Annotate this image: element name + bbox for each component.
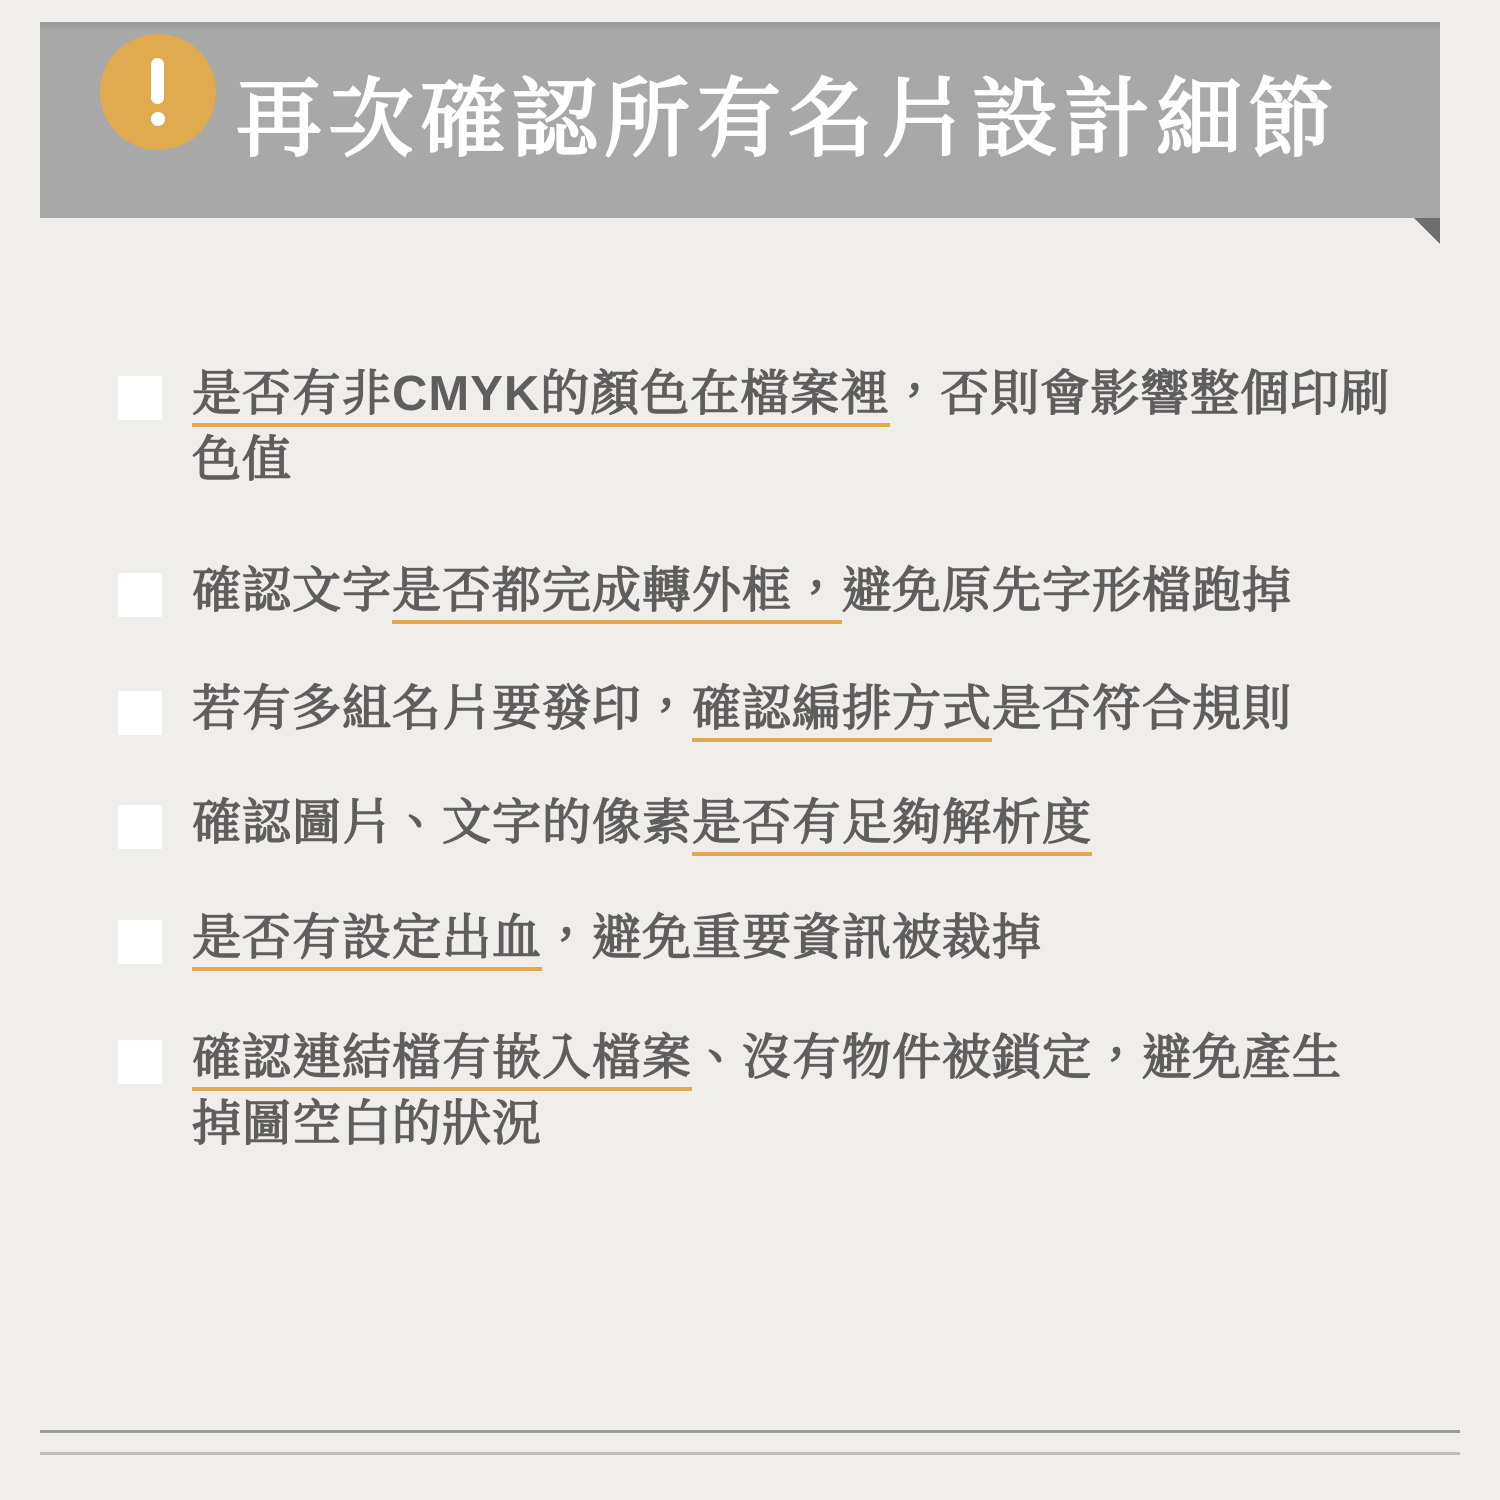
exclamation-dot [151,112,165,126]
checkbox-icon[interactable] [118,920,162,964]
plain-text: 確認圖片、文字的像素 [192,795,693,850]
checklist-item-label [192,559,1292,625]
highlighted-text: 是否有足夠解析度 [692,796,1092,856]
checkbox-icon[interactable] [118,805,162,849]
checkbox-icon[interactable] [118,1040,162,1084]
checklist-item[interactable] [118,677,1418,743]
checkbox-icon[interactable] [118,691,162,735]
plain-text: 確認文字 [192,564,393,619]
banner-top-shadow [40,22,1440,32]
plain-text: ，避免重要資訊被裁掉 [542,911,1043,966]
exclamation-bar [151,58,164,104]
checklist-item[interactable] [118,906,1418,972]
highlighted-text: 確認連結檔有嵌入檔案 [192,1031,692,1091]
highlighted-text: 確認編排方式 [692,682,992,742]
page-title: 再次確認所有名片設計細節 [236,71,1340,168]
highlighted-text: 是否有設定出血 [192,911,542,971]
header-banner [40,22,1440,218]
plain-text: ，否則會影響整個印刷色值 [192,367,1391,487]
checklist-item[interactable] [118,362,1418,493]
checklist-item[interactable] [118,791,1418,857]
footer-divider-bottom [40,1452,1460,1455]
checkbox-icon[interactable] [118,376,162,420]
checklist-item-label [192,906,1042,972]
checkbox-icon[interactable] [118,573,162,617]
plain-text: 若有多組名片要發印， [192,681,693,736]
highlighted-text: 是否有非CMYK的顏色在檔案裡 [192,367,890,427]
plain-text: 、沒有物件被鎖定，避免產生掉圖空白的狀況 [192,1030,1343,1151]
plain-text: 避免原先字形檔跑掉 [842,564,1293,619]
checklist-item-label [192,362,1392,493]
footer-divider-top [40,1430,1460,1433]
plain-text: 是否符合規則 [992,681,1293,736]
checklist-item-label [192,1026,1392,1157]
banner-fold-corner [1414,218,1440,244]
exclamation-badge-icon [100,34,216,150]
checklist-item[interactable] [118,559,1418,625]
checklist [118,362,1418,1157]
checklist-item[interactable] [118,1026,1418,1157]
highlighted-text: 是否都完成轉外框， [392,564,842,624]
checklist-item-label [192,677,1292,743]
checklist-item-label [192,791,1092,857]
